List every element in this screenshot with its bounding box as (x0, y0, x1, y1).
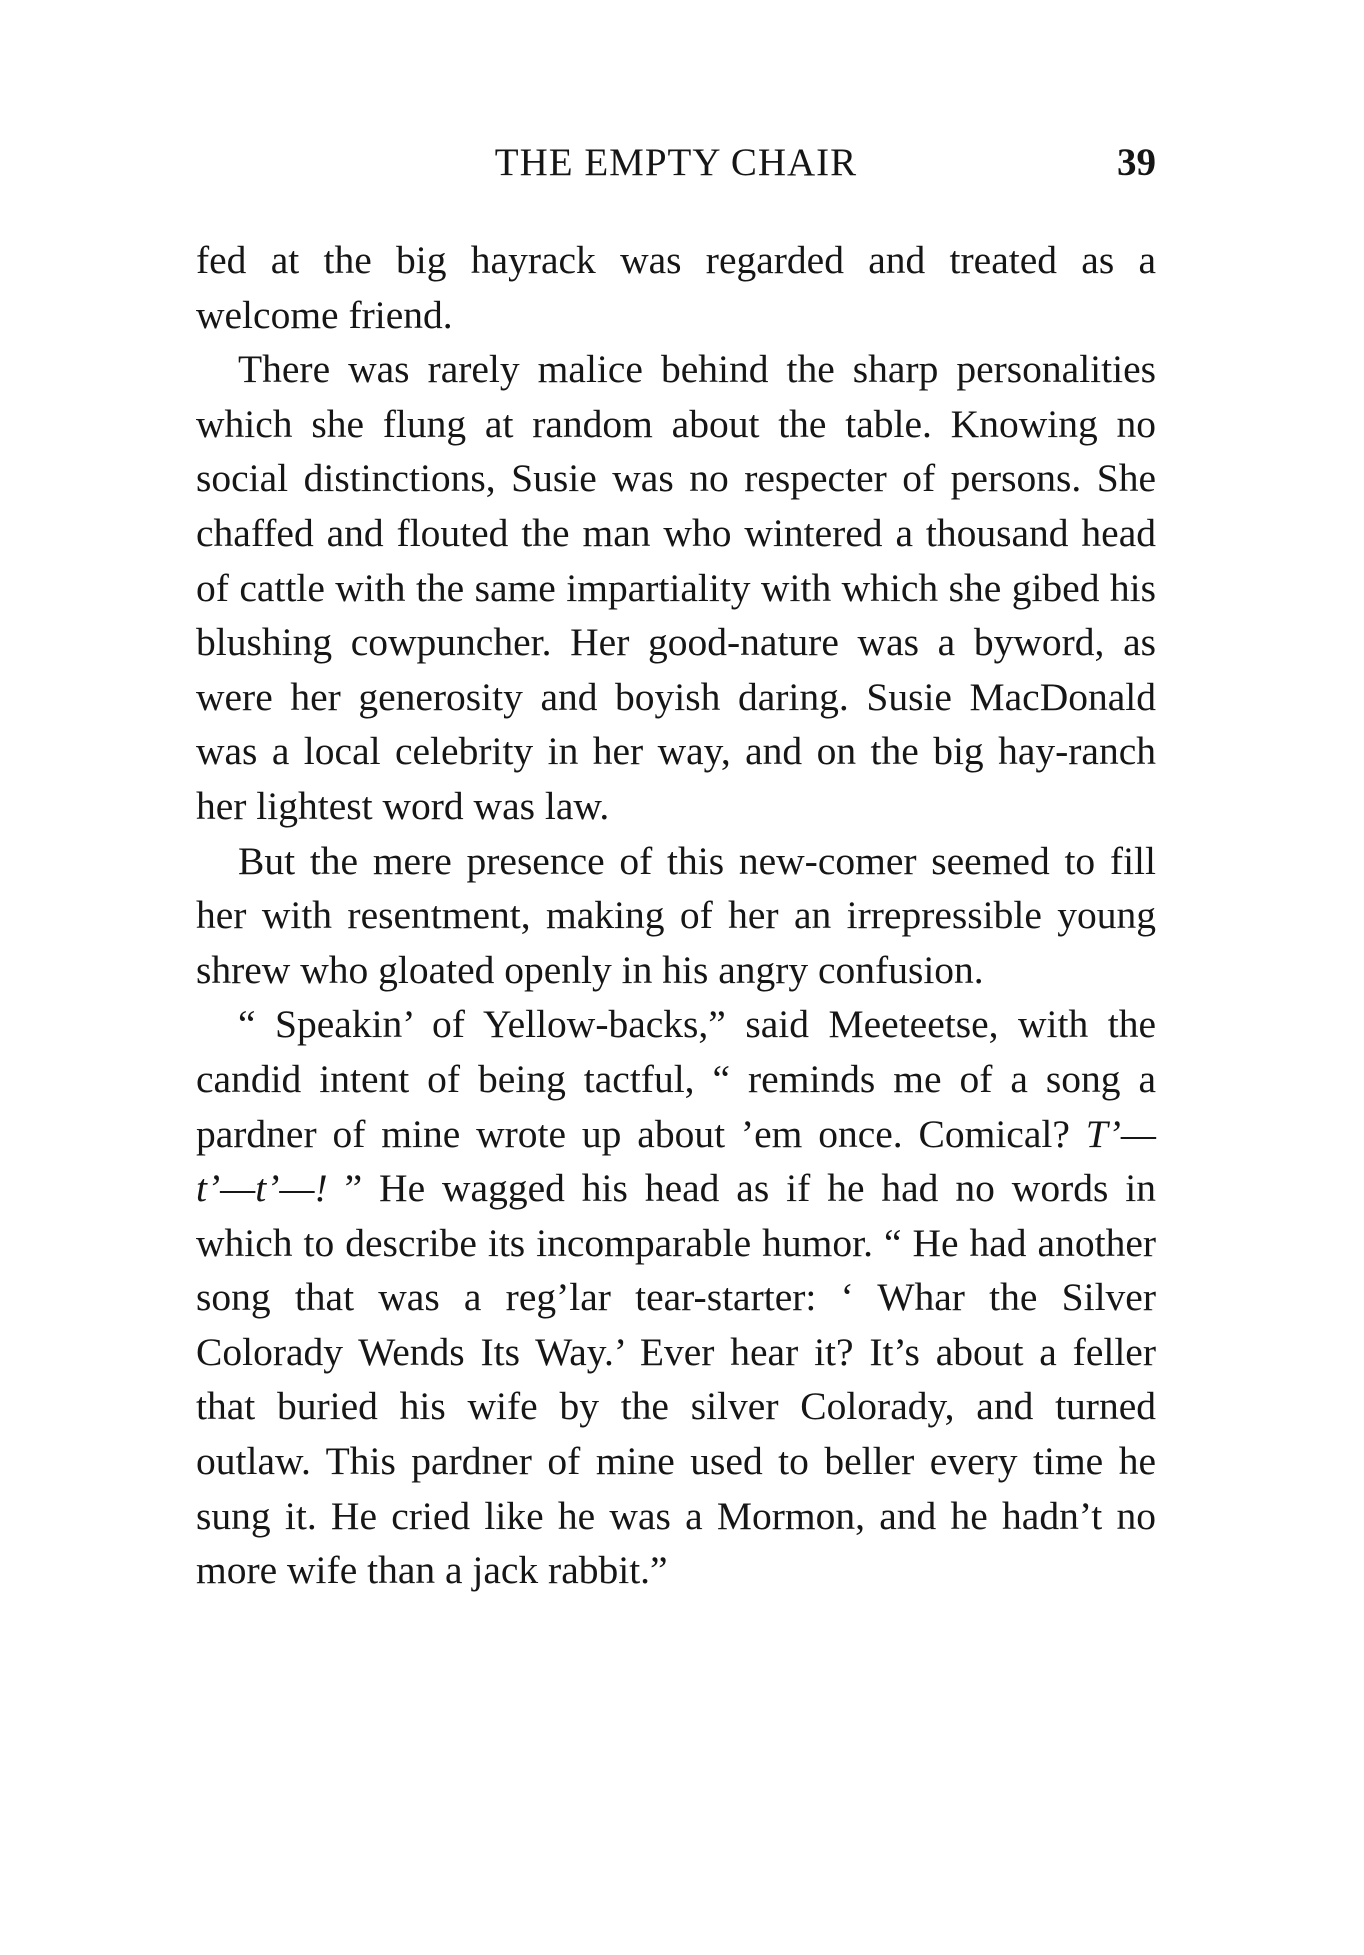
running-head (196, 138, 1156, 188)
running-title: THE EMPTY CHAIR (494, 141, 858, 184)
paragraph: But the mere presence of this new-comer seemed to fill her with resentment, making of her an irrepressible young shrew who gloated openly in his angry confusion. (196, 838, 1156, 992)
page-number: 39 (1117, 141, 1156, 184)
paragraph: There was rarely malice behind the sharp personalities which she flung at random about the table. Knowing no social distinctions, Susie was no respecter of persons. She chaffed and flouted the man who wintered a thousand head of cattle with the same impartiality with which she gibed his blushing cowpuncher. Her good-nature was a byword, as were her generosity and boyish daring. Susie MacDonald was a local celebrity in her way, and on the big hay-ranch her lightest word was law. (196, 347, 1156, 828)
paragraph-text: “ Speakin’ of Yellow-backs,” said Meeteetse, with the candid intent of being tactful, “ reminds me of a song a pardner of mine wrote up about ’em once. Comical? (196, 1002, 1156, 1156)
paragraph-continued: fed at the big hayrack was regarded and treated as a welcome friend. (196, 238, 1156, 337)
paragraph (196, 997, 1156, 1598)
italic-text: T’—t’—t’—! (196, 1111, 1156, 1211)
body-text (196, 233, 1156, 1598)
paragraph-text: ” He wagged his head as if he had no words in which to describe its incomparable humor. “ He had another song that was a reg’lar tear-starter: ‘ Whar the Silver Colorady Wends Its Way.’ Ever hear it? It’s about a feller that buried his wife by the silver Colorady, and turned outlaw. This pardner of mine used to beller every time he sung it. He cried like he was a Mormon, and he hadn’t no more wife than a jack rabbit.” (196, 1166, 1156, 1593)
